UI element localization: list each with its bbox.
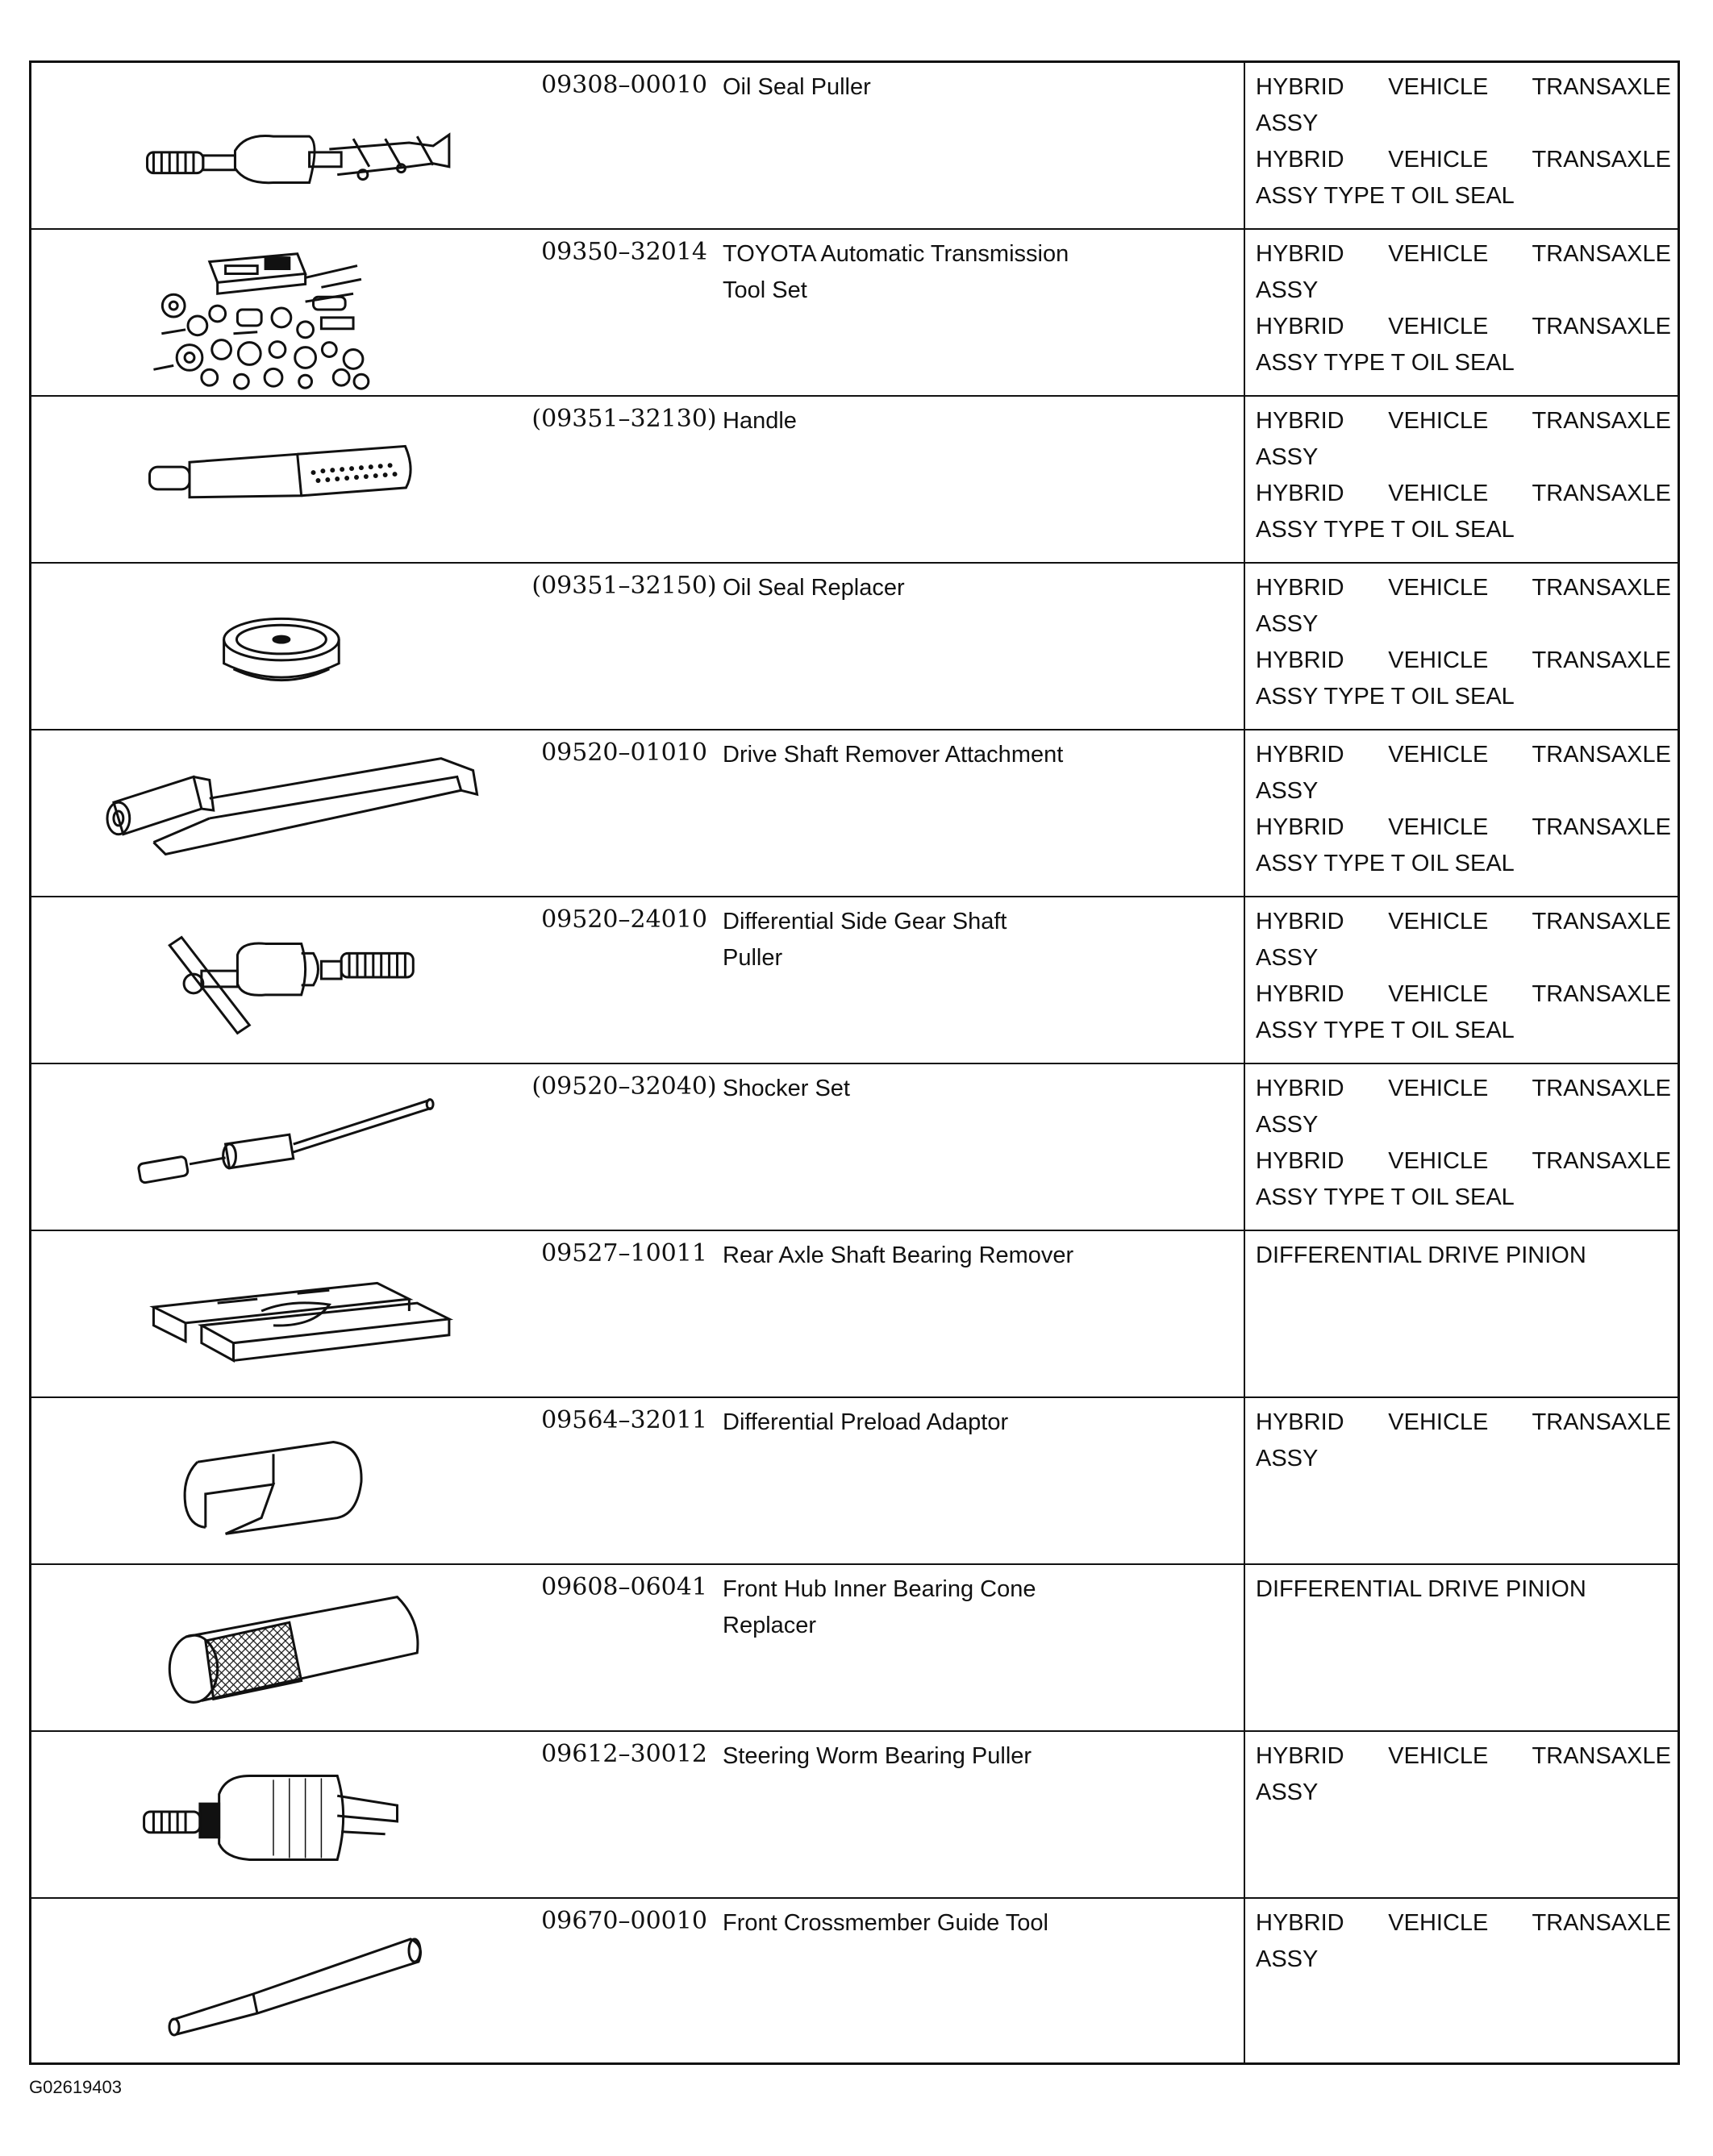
bearing-remover-plate-icon [31, 1231, 515, 1396]
tool-name: Handle [723, 408, 797, 434]
table-row [31, 564, 1678, 730]
column-divider [1244, 730, 1246, 896]
column-divider [1244, 230, 1246, 395]
table-row [31, 63, 1678, 230]
tool-usage: HYBRID VEHICLE TRANSAXLE ASSY HYBRID VEHICLE TRANSAXLE ASSY TYPE T OIL SEAL [1256, 909, 1671, 1043]
table-row [31, 897, 1678, 1064]
tool-number: 09608–06041 [541, 1573, 707, 1601]
table-row [31, 397, 1678, 564]
table-row [31, 1899, 1678, 2062]
tool-name: Shocker Set [723, 1076, 850, 1101]
table-row [31, 1565, 1678, 1732]
drive-shaft-remover-icon [31, 730, 515, 896]
tool-number: 09350–32014 [541, 238, 707, 266]
column-divider [1244, 397, 1246, 562]
tool-name: Front Hub Inner Bearing Cone Replacer [723, 1576, 1036, 1638]
tool-usage: HYBRID VEHICLE TRANSAXLE ASSY HYBRID VEHICLE TRANSAXLE ASSY TYPE T OIL SEAL [1256, 241, 1671, 376]
table-row [31, 1231, 1678, 1398]
guide-tool-icon [31, 1899, 515, 2062]
oil-seal-replacer-icon [31, 564, 515, 729]
tool-number: 09520–01010 [541, 739, 707, 767]
tool-usage: DIFFERENTIAL DRIVE PINION [1256, 1576, 1586, 1602]
table-row [31, 230, 1678, 397]
side-gear-shaft-puller-icon [31, 897, 515, 1063]
tool-number: 09564–32011 [541, 1406, 707, 1434]
column-divider [1244, 63, 1246, 228]
column-divider [1244, 1732, 1246, 1897]
tool-usage: HYBRID VEHICLE TRANSAXLE ASSY HYBRID VEHICLE TRANSAXLE ASSY TYPE T OIL SEAL [1256, 742, 1671, 876]
oil-seal-puller-icon [31, 63, 515, 228]
column-divider [1244, 897, 1246, 1063]
column-divider [1244, 1064, 1246, 1230]
tool-name: TOYOTA Automatic Transmission Tool Set [723, 241, 1069, 303]
tool-name: Differential Preload Adaptor [723, 1409, 1009, 1435]
tool-number: (09351–32130) [531, 405, 717, 433]
tool-name: Oil Seal Puller [723, 74, 871, 100]
tool-set-icon [31, 230, 515, 395]
shocker-set-icon [31, 1064, 515, 1230]
tool-name: Differential Side Gear Shaft Puller [723, 909, 1007, 971]
table-row [31, 730, 1678, 897]
tool-usage: HYBRID VEHICLE TRANSAXLE ASSY HYBRID VEHICLE TRANSAXLE ASSY TYPE T OIL SEAL [1256, 575, 1671, 710]
tool-usage: DIFFERENTIAL DRIVE PINION [1256, 1242, 1586, 1268]
tool-name: Rear Axle Shaft Bearing Remover [723, 1242, 1074, 1268]
preload-adaptor-icon [31, 1398, 515, 1563]
tool-name: Oil Seal Replacer [723, 575, 905, 601]
tool-number: 09670–00010 [541, 1907, 707, 1935]
tool-usage: HYBRID VEHICLE TRANSAXLE ASSY [1256, 1910, 1671, 1972]
tool-number: (09351–32150) [531, 572, 717, 600]
tool-name: Front Crossmember Guide Tool [723, 1910, 1049, 1936]
handle-icon [31, 397, 515, 562]
tool-number: 09527–10011 [541, 1239, 707, 1267]
tool-usage: HYBRID VEHICLE TRANSAXLE ASSY [1256, 1409, 1671, 1471]
tool-name: Steering Worm Bearing Puller [723, 1743, 1032, 1769]
column-divider [1244, 1231, 1246, 1396]
tool-usage: HYBRID VEHICLE TRANSAXLE ASSY [1256, 1743, 1671, 1805]
table-row [31, 1732, 1678, 1899]
column-divider [1244, 1398, 1246, 1563]
tool-number: 09612–30012 [541, 1740, 707, 1768]
tool-number: 09308–00010 [541, 71, 707, 99]
column-divider [1244, 1899, 1246, 2062]
column-divider [1244, 1565, 1246, 1730]
table-row [31, 1398, 1678, 1565]
worm-bearing-puller-icon [31, 1732, 515, 1897]
table-row [31, 1064, 1678, 1231]
special-service-tools-table [29, 60, 1680, 2065]
bearing-cone-replacer-icon [31, 1565, 515, 1730]
tool-usage: HYBRID VEHICLE TRANSAXLE ASSY HYBRID VEHICLE TRANSAXLE ASSY TYPE T OIL SEAL [1256, 408, 1671, 543]
tool-usage: HYBRID VEHICLE TRANSAXLE ASSY HYBRID VEHICLE TRANSAXLE ASSY TYPE T OIL SEAL [1256, 74, 1671, 209]
tool-number: (09520–32040) [531, 1072, 717, 1101]
tool-name: Drive Shaft Remover Attachment [723, 742, 1064, 768]
tool-number: 09520–24010 [541, 905, 707, 934]
figure-id: G02619403 [29, 2077, 122, 2097]
column-divider [1244, 564, 1246, 729]
tool-usage: HYBRID VEHICLE TRANSAXLE ASSY HYBRID VEHICLE TRANSAXLE ASSY TYPE T OIL SEAL [1256, 1076, 1671, 1210]
